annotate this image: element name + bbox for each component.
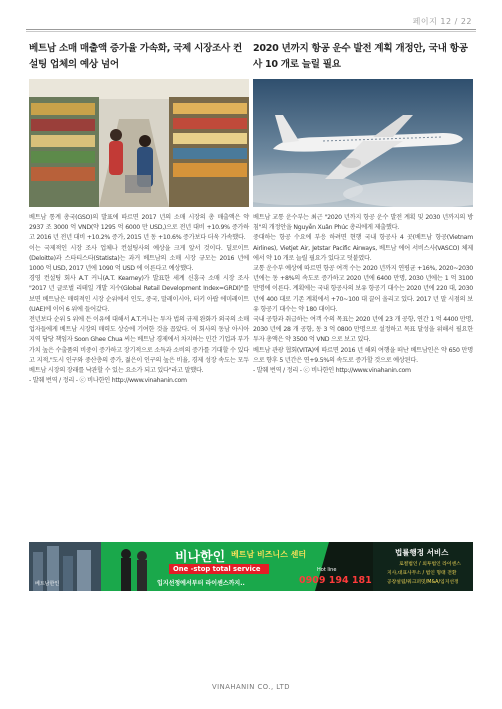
paragraph: 경영 컨설팅 회사 A.T 커니(A.T. Kearney)가 발표한 세계 신흥국 소매 시장 조사 "2017 년 글로벌 리테일 개발 지수(Global Retail Development Index=GRDI)"를 보면 베트남은 매력적인 시장 순위에서 인도, 중국, 말레이시아, 터키 아랍 에미레이트(UAE)에 이어 6 위에 들어갔다. <box>29 275 249 313</box>
hotline-label: Hot line <box>317 567 337 573</box>
source-line: - 발췌 번역 / 정리 - ⓒ 비나한인 http://www.vinahanin.com <box>29 377 187 385</box>
paragraph: 국내 공항과 취급하는 여객 수의 목표는 2020 년에 23 개 공항, 연간 1 억 4400 만명, 2030 년에 28 개 공항, 동 3 억 0800 만명으로 설정하고 목표 달성을 위해서 필요한 투자 총액은 약 3500 억 VND 으로 보고 있다. <box>253 316 473 344</box>
header-rule-thin <box>26 31 476 32</box>
service-title: 법률행정 서비스 <box>395 548 449 557</box>
right-body <box>253 213 473 376</box>
brand-name: 비나한인 <box>175 550 226 565</box>
left-headline: 베트남 소매 매출액 증가율 가속화, 국제 시장조사 컨설팅 업체의 예상 넘어 <box>29 43 242 70</box>
right-article <box>253 41 473 376</box>
paragraph: 베트남 통계 총국(GSO)의 발표에 따르면 2017 년의 소매 시장의 총 매출액은 약 2937 조 3000 억 VND(약 1295 억 6000 만 USD,)으로 전년 대비 +10.9% 증가하고 2016 년 전년 대비 +10.2% 증가, 2015 년 동 +10.6% 증가보다 더욱 가속했다. <box>29 214 249 242</box>
airplane-illustration <box>253 79 473 207</box>
paragraph: 베트남 관광 협회(VITA)에 따르면 2016 년 해외 여행을 떠난 베트남인은 약 650 만명으로 향후 5 년간은 연+9.5%의 속도로 증가할 것으로 예상된다. <box>253 346 473 364</box>
supermarket-illustration <box>29 79 249 207</box>
header-rule <box>26 29 476 30</box>
paragraph: 교통 운수부 예상에 따르면 항공 여객 수는 2020 년까지 연평균 +16%, 2020~2030 년에는 동 +8%의 속도로 증가하고 2020 년에 6400 만명, 2030 년에는 1 억 3100 만명에 이른다. 계획에는 국내 항공사의 보유 항공기 대수는 2020 년에 220 대, 2030 년에 400 대로 기존 계획에서 +70~100 대 끌어 올리고 있다. 2017 년 말 시점의 보유 항공기 대수는 약 180 대이다. <box>253 265 473 313</box>
footer-company: VINAHANIN CO., LTD <box>211 683 291 691</box>
tagline: One -stop total service <box>173 565 261 573</box>
right-headline: 2020 년까지 항공 운수 발전 계획 개정안, 국내 항공사 10 개로 늘릴 필요 <box>253 43 468 70</box>
source-line: - 발췌 번역 / 정리 - ⓒ 비나한인 http://www.vinahanin.com <box>253 367 411 375</box>
service-line: 공장설립/워크퍼밋/M&A/입지선정 <box>387 580 459 585</box>
page-number: 페이지 12 / 22 <box>412 17 472 26</box>
service-line: 지사,대표사무소 / 법인 형태 전환 <box>387 571 457 576</box>
tagline-secondary: 입지선정에서부터 라이센스까지.. <box>157 580 245 587</box>
left-body <box>29 213 249 386</box>
airplane-photo <box>253 79 473 207</box>
supermarket-photo <box>29 79 249 207</box>
left-article <box>29 41 249 386</box>
hotline-number[interactable]: 0909 194 181 <box>299 575 372 586</box>
service-line: 로컬법인 / 외투법인 라이센스 <box>399 562 461 567</box>
photo-caption: 베트남한인 <box>35 581 60 587</box>
paragraph: 중대하는 항공 수요에 부응 하려면 현행 국내 항공사 4 곳(베트남 항공(Vietnam Airlines), Vietjet Air, Jetstar Pacific Airways, 베트남 에어 서비스사(VASCO) 체제에서 약 10 개로 늘릴 필요가 있다고 덧붙였다. <box>253 234 473 262</box>
brand-subtitle: 베트남 비즈니스 센터 <box>231 550 307 559</box>
ad-banner[interactable] <box>29 542 473 591</box>
paragraph: 이는 국제적인 시장 조사 업체나 컨설팅사의 예상을 크게 앞서 것이다. 딜로이트(Deloitte)과 스타티스타(Statista)는 과거 베트남의 소매 시장 규모는 2016 년에 1000 억 USD, 2017 년에 1090 억 USD 에 이른다고 예상했다. <box>29 244 249 273</box>
paragraph: 베트남 교통 운수부는 최근 "2020 년까지 항공 운수 발전 계획 및 2030 년까지의 방침"의 개정안을 Nguyễn Xuân Phúc 총리에게 제출했다. <box>253 214 473 232</box>
paragraph: 전년보다 순위 5 위에 든 이유에 대해서 A.T.커니는 투자 법의 규제 완화가 외국의 소매업자들에게 베트남 시장의 매력도 상승에 기여한 것을 꼽았다. 이 회사의 동남 아시아 지역 담당 책임자 Soon Ghee Chua 씨는 베트남 경제에서 차지하는 민간 기업과 부가 가치 높은 수출품의 비중이 증가하고 장기적으로 소득과 소비의 증가를 기대할 수 있다고 지적,"도시 인구와 중산층의 증가, 젊은이 인구의 높은 비율, 경제 성장 속도는 모두 베트남 시장의 장래를 낙관할 수 있는 요소가 되고 있다"라고 말했다. <box>29 316 249 375</box>
